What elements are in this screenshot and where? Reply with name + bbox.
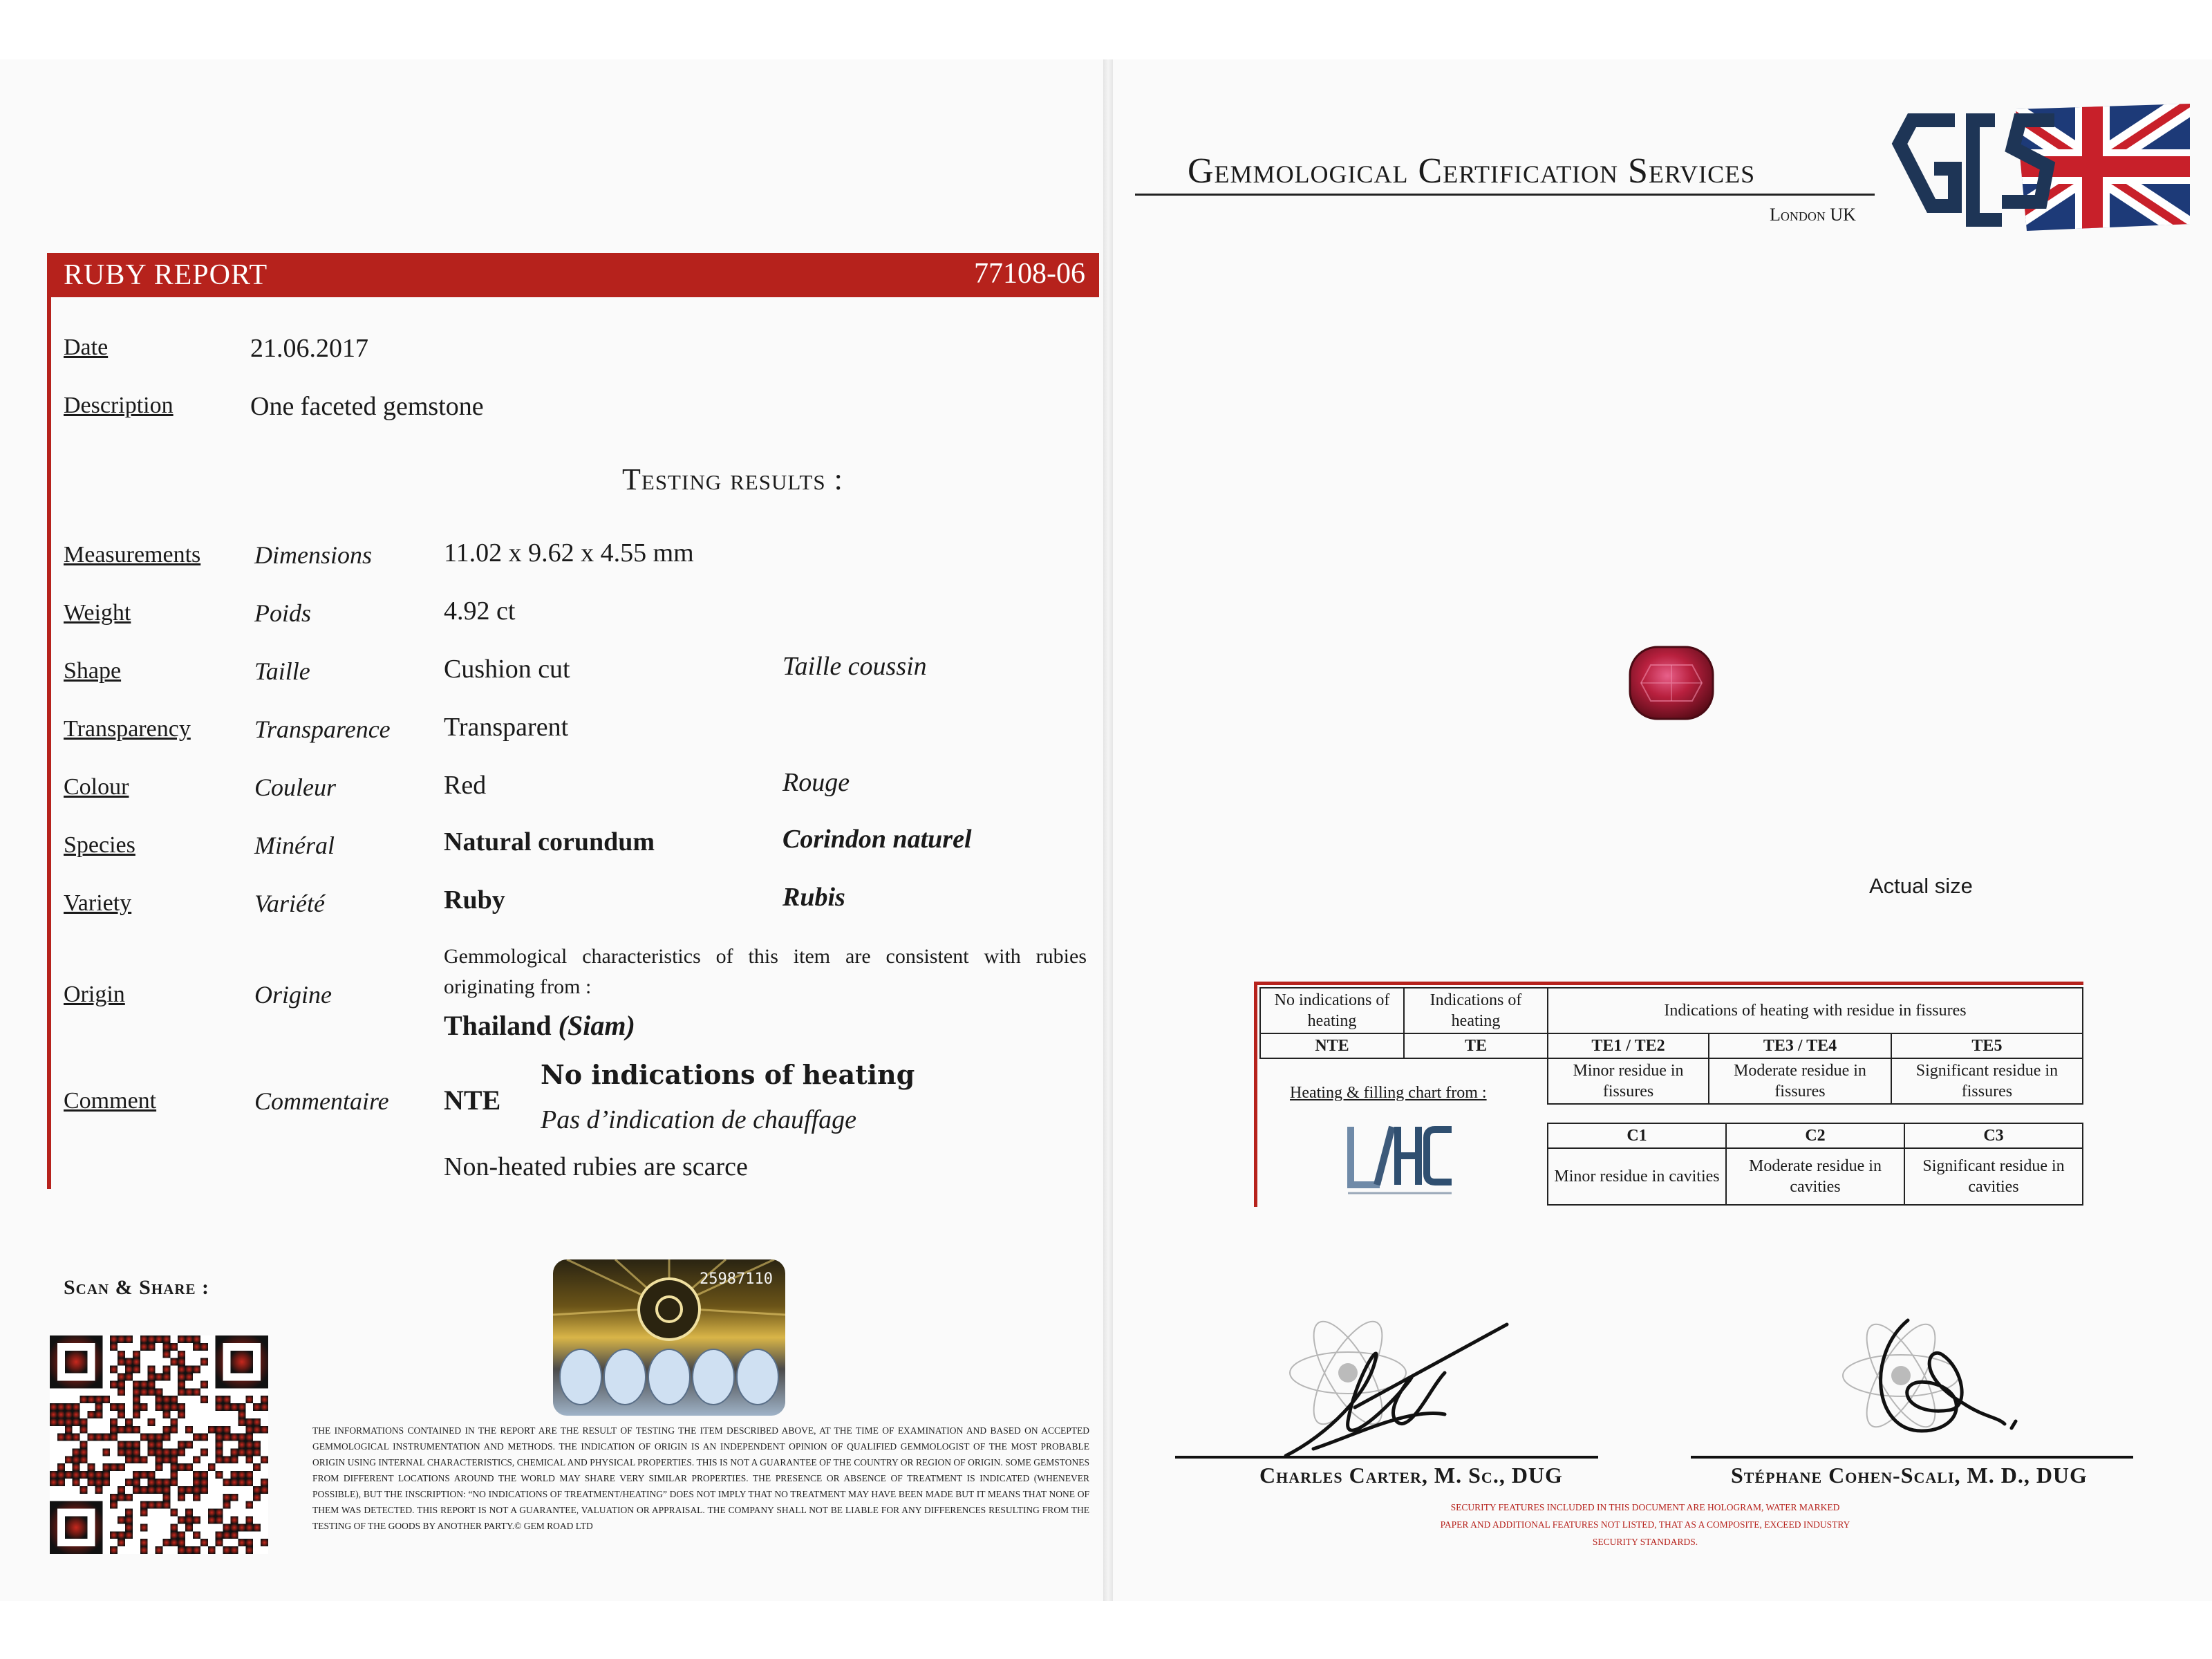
cavity-moderate: Moderate residue in cavities xyxy=(1726,1148,1904,1205)
testing-results-title: Testing results : xyxy=(622,462,843,496)
te-header: Indications of heating xyxy=(1404,988,1548,1033)
fissure-minor: Minor residue in fissures xyxy=(1548,1058,1709,1104)
species-value-fr: Corindon naturel xyxy=(782,825,972,854)
species-value: Natural corundum xyxy=(444,827,655,856)
lab-name: Gemmological Certification Services xyxy=(1188,151,1756,191)
species-label: Species xyxy=(64,832,135,858)
comment-text-fr: Pas d’indication de chauffage xyxy=(541,1105,856,1134)
shape-value: Cushion cut xyxy=(444,655,570,684)
colour-label-fr: Couleur xyxy=(254,774,337,801)
report-title: RUBY REPORT xyxy=(64,259,268,291)
comment-note: Non-heated rubies are scarce xyxy=(444,1152,748,1181)
description-label: Description xyxy=(64,393,174,418)
page-fold xyxy=(1103,59,1113,1601)
cavity-significant: Significant residue in cavities xyxy=(1904,1148,2083,1205)
lab-location: London UK xyxy=(1770,205,1856,225)
gcs-logo xyxy=(1891,102,2190,231)
code-te5: TE5 xyxy=(1891,1033,2083,1058)
weight-label: Weight xyxy=(64,600,131,626)
origin-country-alt: (Siam) xyxy=(558,1010,635,1041)
variety-label-fr: Variété xyxy=(254,890,325,917)
signature-line-right xyxy=(1691,1456,2133,1459)
variety-value: Ruby xyxy=(444,885,505,915)
comment-label: Comment xyxy=(64,1088,157,1114)
variety-value-fr: Rubis xyxy=(782,883,845,912)
disclaimer-text: THE INFORMATIONS CONTAINED IN THE REPORT ARE THE RESULT OF TESTING THE ITEM DESCRIBED ABOVE, AT THE TIME OF EXAMINATION AND BASED ON ACCEPTED GEMMOLOGICAL INSTRUMENTATION AND METHODS. THE INDICATION OF ORIGIN IS AN INDEPENDENT OPINION OF QUALIFIED GEMMOLOGIST OF THE MOST PROBABLE ORIGIN USING INTERNAL CHARACTERISTICS, CHEMICAL AND PHYSICAL PROPERTIES. THIS IS NOT A GUARANTEE OF THE COUNTRY OR REGION OF ORIGIN. SOME GEMSTONES FROM DIFFERENT LOCATIONS AROUND THE WORLD MAY SHARE VERY SIMILAR PROPERTIES. THE PRESENCE OR ABSENCE OF TREATMENT IS INDICATED (WHENEVER POSSIBLE), BUT THE INSCRIPTION: “NO INDICATIONS OF TREATMENT/HEATING” DOES NOT IMPLY THAT NO TREATMENT MAY HAVE BEEN MADE BUT IT MEANS THAT NONE OF THEM WAS DETECTED. THIS REPORT IS NOT A GUARANTEE, VALUATION OR APPRAISAL. THE COMPANY SHALL NOT BE LIABLE FOR ANY DIFFERENCES RESULTING FROM THE TESTING OF THE GOODS BY ANOTHER PARTY.© GEM ROAD LTD xyxy=(312,1425,1089,1531)
code-c1: C1 xyxy=(1548,1123,1726,1148)
variety-label: Variety xyxy=(64,890,132,916)
weight-value: 4.92 ct xyxy=(444,597,516,626)
transparency-label-fr: Transparence xyxy=(254,715,391,743)
nte-header: No indications of heating xyxy=(1260,988,1404,1033)
security-note: SECURITY FEATURES INCLUDED IN THIS DOCUMENT ARE HOLOGRAM, WATER MARKED PAPER AND ADDITIONAL FEATURES NOT LISTED, THAT AS A COMPOSITE, EXCEED INDUSTRY SECURITY STANDARDS. xyxy=(1440,1502,1850,1547)
actual-size-label: Actual size xyxy=(1869,874,1973,898)
report-header-bar xyxy=(47,253,1099,297)
origin-country-line xyxy=(444,1009,635,1042)
signature-right xyxy=(1825,1300,2025,1459)
heating-chart-left-border xyxy=(1254,982,1257,1207)
residue-header: Indications of heating with residue in fissures xyxy=(1548,988,2083,1033)
origin-label: Origin xyxy=(64,982,125,1007)
description-value: One faceted gemstone xyxy=(250,392,484,421)
signature-left xyxy=(1272,1304,1535,1463)
shape-value-fr: Taille coussin xyxy=(782,652,927,681)
code-te3-te4: TE3 / TE4 xyxy=(1709,1033,1891,1058)
report-left-border xyxy=(47,297,51,1189)
heating-chart-source-label: Heating & filling chart from : xyxy=(1290,1084,1487,1102)
lhc-logo xyxy=(1341,1116,1459,1199)
measurements-label-fr: Dimensions xyxy=(254,541,372,569)
date-label: Date xyxy=(64,335,109,360)
fissure-significant: Significant residue in fissures xyxy=(1891,1058,2083,1104)
hologram-seal xyxy=(553,1259,785,1416)
colour-value: Red xyxy=(444,771,487,800)
colour-label: Colour xyxy=(64,774,129,800)
cavity-minor: Minor residue in cavities xyxy=(1548,1148,1726,1205)
weight-label-fr: Poids xyxy=(254,599,312,627)
code-nte: NTE xyxy=(1260,1033,1404,1058)
cavity-table xyxy=(1547,1123,2083,1206)
shape-label-fr: Taille xyxy=(254,657,310,685)
comment-label-fr: Commentaire xyxy=(254,1087,389,1115)
origin-statement: Gemmological characteristics of this item are consistent with rubies originating from : xyxy=(444,945,1087,998)
signer-left-name: Charles Carter, M. Sc., DUG xyxy=(1259,1463,1563,1488)
code-te: TE xyxy=(1404,1033,1548,1058)
signature-line-left xyxy=(1175,1456,1598,1459)
fissure-moderate: Moderate residue in fissures xyxy=(1709,1058,1891,1104)
colour-value-fr: Rouge xyxy=(782,768,850,797)
report-number: 77108-06 xyxy=(974,258,1085,290)
comment-code: NTE xyxy=(444,1085,501,1116)
hologram-number: 25987110 xyxy=(700,1271,773,1288)
transparency-value: Transparent xyxy=(444,713,569,742)
heating-chart-top-border xyxy=(1254,982,2083,985)
signer-right-name: Stéphane Cohen-Scali, M. D., DUG xyxy=(1731,1463,2088,1488)
comment-text: No indications of heating xyxy=(541,1059,915,1090)
code-c3: C3 xyxy=(1904,1123,2083,1148)
origin-label-fr: Origine xyxy=(254,981,332,1009)
ruby-gem-image xyxy=(1627,644,1716,722)
qr-code[interactable] xyxy=(50,1335,268,1554)
code-te1-te2: TE1 / TE2 xyxy=(1548,1033,1709,1058)
measurements-label: Measurements xyxy=(64,542,201,568)
species-label-fr: Minéral xyxy=(254,832,335,859)
scan-share-label: Scan & Share : xyxy=(64,1276,210,1299)
date-value: 21.06.2017 xyxy=(250,334,368,363)
shape-label: Shape xyxy=(64,658,122,684)
origin-country: Thailand xyxy=(444,1010,552,1041)
transparency-label: Transparency xyxy=(64,716,191,742)
code-c2: C2 xyxy=(1726,1123,1904,1148)
lab-name-rule xyxy=(1135,194,1875,196)
measurements-value: 11.02 x 9.62 x 4.55 mm xyxy=(444,538,694,568)
